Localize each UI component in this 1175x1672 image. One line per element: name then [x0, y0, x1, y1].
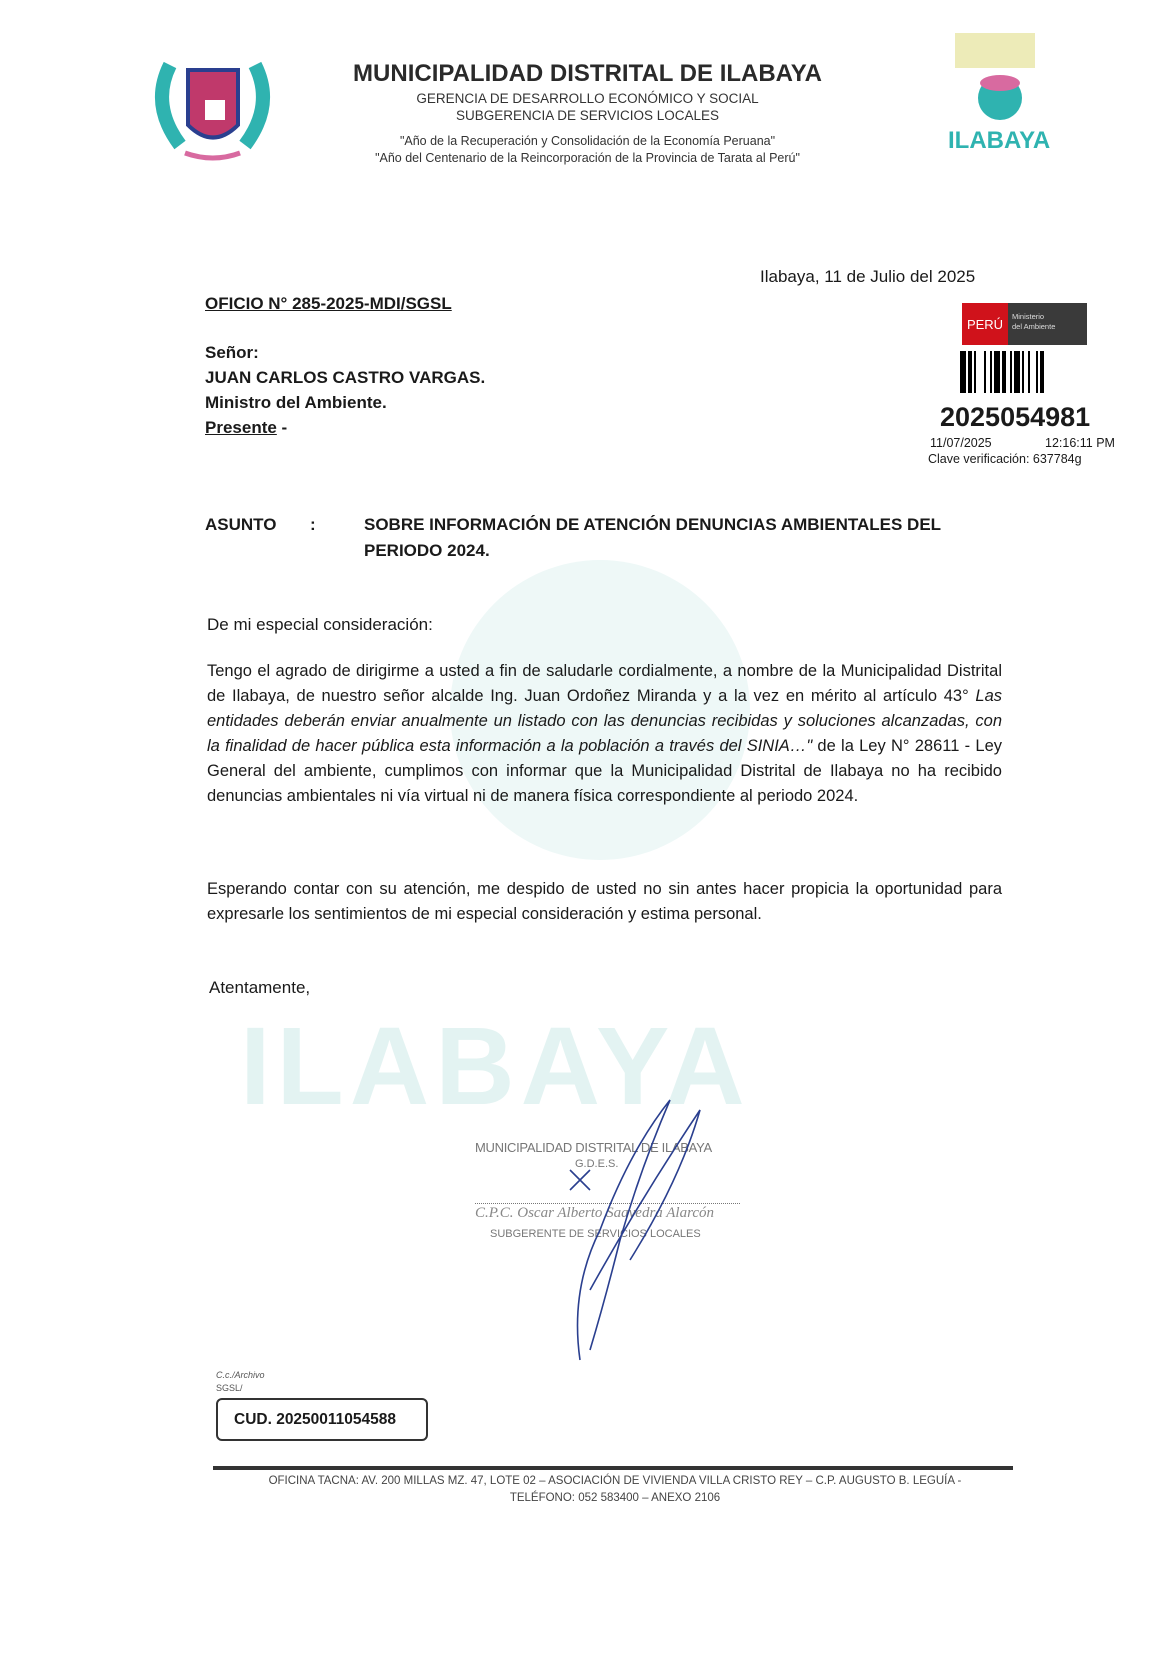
stamp-date: 11/07/2025 — [930, 436, 992, 450]
asunto-label: ASUNTO — [205, 515, 277, 534]
asunto-line-2: PERIODO 2024. — [364, 541, 490, 560]
peru-label: PERÚ — [962, 303, 1008, 345]
institution-title: MUNICIPALIDAD DISTRITAL DE ILABAYA — [353, 60, 822, 87]
barcode-icon — [960, 351, 1106, 393]
document-date: Ilabaya, 11 de Julio del 2025 — [760, 267, 976, 286]
cud-box: CUD. 20250011054588 — [216, 1398, 428, 1441]
presente-text: Presente — [205, 418, 277, 437]
oficio-number: OFICIO N° 285-2025-MDI/SGSL — [205, 294, 452, 313]
ministry-reception-stamp — [962, 303, 1087, 345]
barcode-bar — [1040, 351, 1044, 393]
asunto-line-1: SOBRE INFORMACIÓN DE ATENCIÓN DENUNCIAS AMBIENTALES DEL — [364, 515, 942, 534]
footer-divider — [213, 1466, 1013, 1470]
footer-phone: TELÉFONO: 052 583400 – ANEXO 2106 — [509, 1492, 721, 1504]
svg-text:ILABAYA: ILABAYA — [948, 127, 1051, 154]
stamp-time: 12:16:11 PM — [1045, 436, 1115, 450]
body-paragraph-2: Esperando contar con su atención, me despido de usted no sin antes hacer propicia la oportunidad para expresarle los sentimientos de mi especial consideración y estima personal. — [207, 880, 1002, 923]
subdepartment-name: SUBGERENCIA DE SERVICIOS LOCALES — [455, 108, 720, 123]
greeting: De mi especial consideración: — [207, 615, 433, 634]
registry-number: 2025054981 — [940, 402, 1091, 432]
signature-stamp-line-2: G.D.E.S. — [575, 1158, 619, 1170]
recipient-title: Ministro del Ambiente. — [205, 393, 387, 412]
department-name: GERENCIA DE DESARROLLO ECONÓMICO Y SOCIAL — [416, 91, 759, 106]
watermark-text: ILABAYA — [240, 1005, 751, 1128]
law-quote: Las entidades deberán enviar anualmente un listado con las denuncias recibidas y soluciones alcanzadas, con la finalidad de hacer pública esta información a la población a través del SINIA…" — [207, 687, 1002, 755]
footer-address: OFICINA TACNA: AV. 200 MILLAS MZ. 47, LOTE 02 – ASOCIACIÓN DE VIVIENDA VILLA CRISTO REY – C.P. AUGUSTO B. LEGUÍA - — [268, 1475, 962, 1487]
presente-suffix: - — [276, 418, 288, 437]
year-motto-2: "Año del Centenario de la Reincorporación de la Provincia de Tarata al Perú" — [375, 151, 800, 165]
asunto-colon: : — [310, 515, 316, 534]
barcode-bar — [976, 351, 984, 393]
ministry-line-1: Ministerio — [1012, 312, 1045, 321]
closing: Atentamente, — [209, 978, 311, 997]
signatory-name: C.P.C. Oscar Alberto Saavedra Alarcón — [475, 1203, 740, 1222]
recipient-salutation: Señor: — [205, 343, 259, 362]
recipient-name: JUAN CARLOS CASTRO VARGAS. — [205, 368, 486, 387]
recipient-presente — [205, 415, 287, 440]
verification-key: Clave verificación: 637784g — [928, 452, 1082, 466]
body-text: de la Ley N° 28611 - Ley General del ambiente, cumplimos con informar que la Municipalidad Distrital de Ilabaya no ha recibido denuncias ambientales ni vía virtual ni de manera física correspondiente al periodo 2024. — [207, 737, 1002, 805]
body-paragraph-1 — [207, 659, 1002, 809]
cc-line-2: SGSL/ — [216, 1383, 243, 1393]
ministry-line-2: del Ambiente — [1012, 322, 1056, 331]
year-motto-1: "Año de la Recuperación y Consolidación de la Economía Peruana" — [399, 134, 776, 148]
signatory-role: SUBGERENTE DE SERVICIOS LOCALES — [490, 1228, 701, 1240]
handwritten-signature — [530, 1090, 730, 1370]
ministry-label — [1008, 303, 1087, 345]
signature-stamp-line-1: MUNICIPALIDAD DISTRITAL DE ILABAYA — [475, 1140, 712, 1155]
body-text: Tengo el agrado de dirigirme a usted a fin de saludarle cordialmente, a nombre de la Municipalidad Distrital de Ilabaya, de nuestro señor alcalde Ing. Juan Ordoñez Miranda y a la vez en mérito al artículo 43° — [207, 662, 1002, 705]
cc-line-1: C.c./Archivo — [216, 1370, 265, 1380]
